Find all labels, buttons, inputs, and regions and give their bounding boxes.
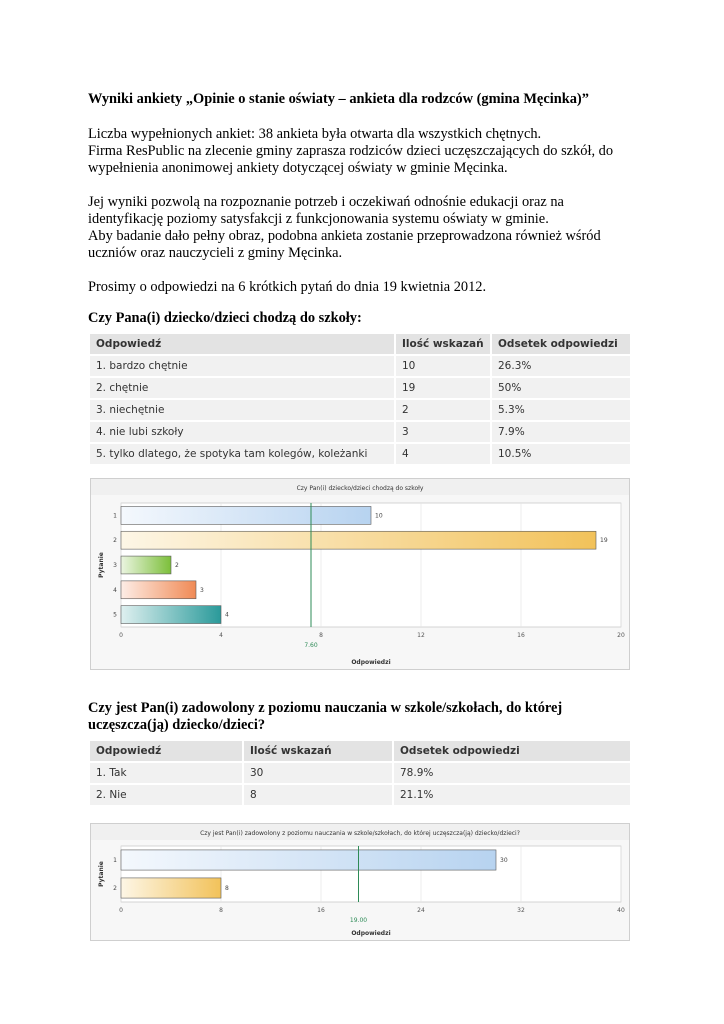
count-cell: 4 — [394, 444, 490, 464]
purpose-line: identyfikację poziomy satysfakcji z funkcjonowania systemu oświaty w gminie. — [88, 211, 549, 227]
table-row — [90, 400, 630, 420]
percent-cell: 50% — [490, 378, 630, 398]
bar-value-label: 10 — [375, 512, 383, 520]
answer-cell: 2. Nie — [90, 785, 242, 805]
question-2-table — [90, 739, 630, 807]
bar-value-label: 2 — [175, 562, 179, 569]
answer-cell: 5. tylko dlatego, że spotyka tam kolegów, koleżanki — [90, 444, 394, 464]
answer-cell: 3. niechętnie — [90, 400, 394, 420]
column-header: Odsetek odpowiedzi — [490, 334, 630, 354]
x-tick-label: 8 — [319, 632, 323, 639]
bar-value-label: 4 — [225, 611, 229, 619]
percent-cell: 78.9% — [392, 763, 630, 783]
x-tick-label: 0 — [119, 907, 123, 914]
table-row — [90, 422, 630, 442]
x-tick-label: 40 — [617, 907, 625, 914]
x-tick-label: 16 — [317, 907, 325, 914]
purpose-line: uczniów oraz nauczycieli z gminy Męcinka. — [88, 245, 343, 261]
answer-cell: 1. Tak — [90, 763, 242, 783]
document-title: Wyniki ankiety „Opinie o stanie oświaty – ankieta dla rodzców (gmina Męcinka)” — [88, 91, 589, 107]
y-axis-label: Pytanie — [98, 552, 105, 578]
table-header-row — [90, 334, 630, 354]
category-label: 2 — [113, 537, 117, 545]
category-label: 1 — [113, 512, 117, 520]
question-1-bar-chart — [91, 479, 629, 669]
count-cell: 10 — [394, 356, 490, 376]
x-tick-label: 24 — [417, 907, 425, 914]
answer-cell: 4. nie lubi szkoły — [90, 422, 394, 442]
x-tick-label: 0 — [119, 632, 123, 639]
x-tick-label: 12 — [417, 632, 425, 639]
column-header: Odpowiedź — [90, 741, 242, 761]
count-cell: 8 — [242, 785, 392, 805]
question-2-chart — [90, 823, 630, 941]
percent-cell: 7.9% — [490, 422, 630, 442]
bar — [121, 850, 496, 870]
bar — [121, 606, 221, 624]
category-label: 3 — [113, 562, 117, 569]
purpose-line: Jej wyniki pozwolą na rozpoznanie potrzeb i oczekiwań odnośnie edukacji oraz na — [88, 194, 564, 210]
x-tick-label: 4 — [219, 632, 223, 639]
question-1-chart — [90, 478, 630, 670]
table-row — [90, 378, 630, 398]
table-row — [90, 785, 630, 805]
purpose-paragraph — [88, 194, 648, 262]
chart-title: Czy Pan(i) dziecko/dzieci chodzą do szkoły — [296, 485, 424, 492]
column-header: Odsetek odpowiedzi — [392, 741, 630, 761]
bar — [121, 556, 171, 574]
intro-line: Liczba wypełnionych ankiet: 38 ankieta była otwarta dla wszystkich chętnych. — [88, 126, 542, 142]
bar-value-label: 3 — [200, 586, 204, 594]
bar — [121, 878, 221, 898]
count-cell: 2 — [394, 400, 490, 420]
percent-cell: 10.5% — [490, 444, 630, 464]
bar — [121, 506, 371, 524]
table-row — [90, 763, 630, 783]
bar — [121, 531, 596, 549]
column-header: Odpowiedź — [90, 334, 394, 354]
column-header: Ilość wskazań — [394, 334, 490, 354]
category-label: 2 — [113, 885, 117, 892]
percent-cell: 5.3% — [490, 400, 630, 420]
x-tick-label: 20 — [617, 632, 625, 639]
request-paragraph: Prosimy o odpowiedzi na 6 krótkich pytań do dnia 19 kwietnia 2012. — [88, 279, 487, 295]
bar-value-label: 30 — [500, 857, 508, 864]
question-2-bar-chart — [91, 824, 629, 940]
bar-value-label: 8 — [225, 885, 229, 892]
percent-cell: 21.1% — [392, 785, 630, 805]
x-tick-label: 16 — [517, 632, 525, 639]
intro-paragraph — [88, 126, 648, 177]
y-axis-label: Pytanie — [98, 861, 105, 887]
count-cell: 3 — [394, 422, 490, 442]
average-label: 7.60 — [304, 642, 318, 649]
column-header: Ilość wskazań — [242, 741, 392, 761]
table-header-row — [90, 741, 630, 761]
category-label: 4 — [113, 586, 117, 594]
answer-cell: 1. bardzo chętnie — [90, 356, 394, 376]
question-1-table — [90, 332, 630, 466]
question-2-heading-line: uczęszcza(ją) dziecko/dzieci? — [88, 717, 266, 733]
x-tick-label: 32 — [517, 907, 525, 914]
category-label: 1 — [113, 857, 117, 864]
question-1-heading: Czy Pana(i) dziecko/dzieci chodzą do szkoły: — [88, 310, 362, 326]
table-row — [90, 444, 630, 464]
bar-value-label: 19 — [600, 537, 608, 545]
x-axis-label: Odpowiedzi — [351, 659, 391, 666]
table-row — [90, 356, 630, 376]
percent-cell: 26.3% — [490, 356, 630, 376]
x-axis-label: Odpowiedzi — [351, 930, 391, 937]
x-tick-label: 8 — [219, 907, 223, 914]
intro-line: wypełnienia anonimowej ankiety dotyczącej oświaty w gminie Męcinka. — [88, 160, 508, 176]
average-label: 19.00 — [349, 917, 368, 924]
count-cell: 19 — [394, 378, 490, 398]
chart-title: Czy jest Pan(i) zadowolony z poziomu nauczania w szkole/szkołach, do której uczęszcza(ją) dziecko/dzieci? — [200, 830, 520, 837]
answer-cell: 2. chętnie — [90, 378, 394, 398]
count-cell: 30 — [242, 763, 392, 783]
bar — [121, 581, 196, 599]
purpose-line: Aby badanie dało pełny obraz, podobna ankieta zostanie przeprowadzona również wśród — [88, 228, 601, 244]
intro-line: Firma ResPublic na zlecenie gminy zaprasza rodziców dzieci uczęszczających do szkół, do — [88, 143, 614, 159]
question-2-heading-line: Czy jest Pan(i) zadowolony z poziomu nauczania w szkole/szkołach, do której — [88, 700, 563, 716]
category-label: 5 — [113, 611, 117, 619]
document-page — [88, 90, 648, 941]
question-2-heading — [88, 700, 648, 734]
